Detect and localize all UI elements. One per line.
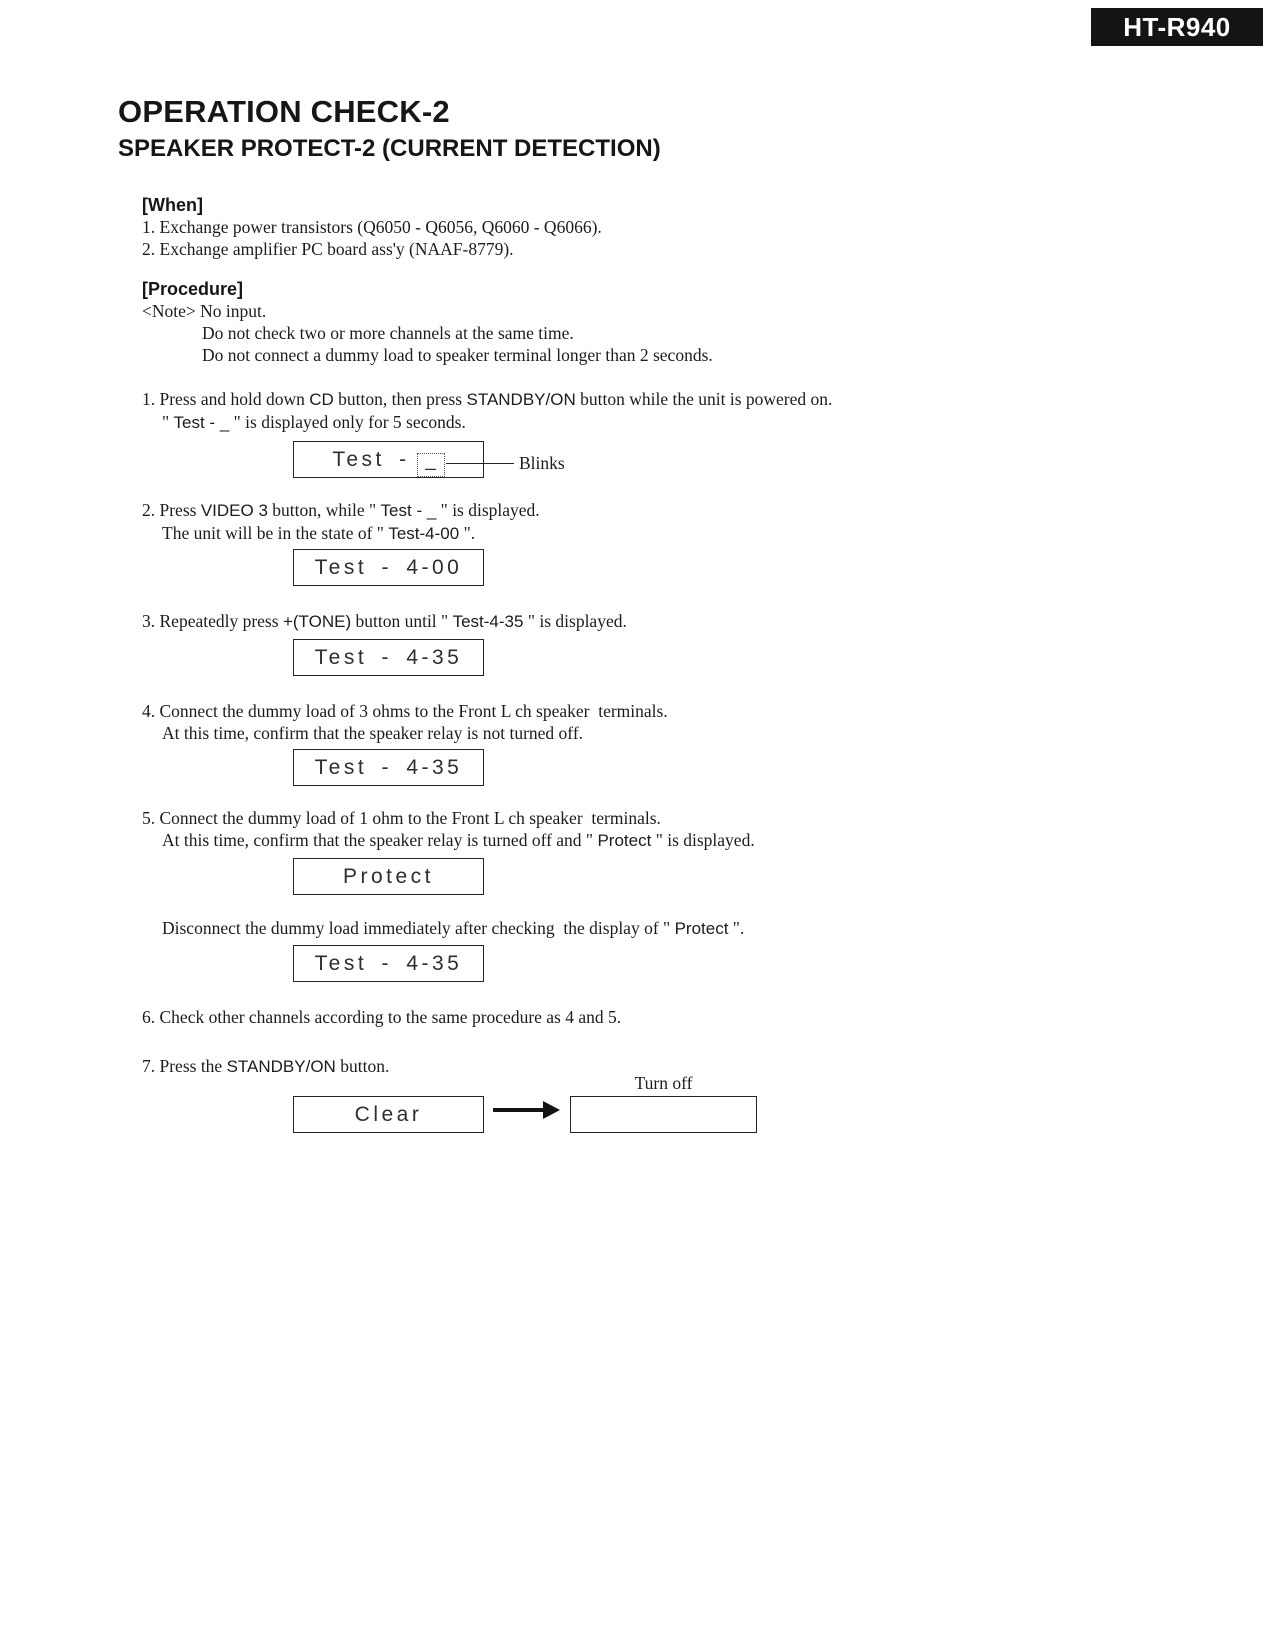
display-text: Test - 4-35 xyxy=(314,645,463,669)
step-5-note xyxy=(162,829,1237,852)
body-text: 1. Press and hold down xyxy=(142,389,310,409)
when-item-1: 1. Exchange power transistors (Q6050 - Q6056, Q6060 - Q6066). xyxy=(142,217,602,237)
step-1-text xyxy=(142,388,1237,411)
disconnect-text xyxy=(162,917,1237,940)
body-text: button, while " xyxy=(267,500,381,520)
button-name-text: STANDBY/ON xyxy=(226,1057,336,1076)
display-text: Protect xyxy=(342,864,435,888)
body-text: Disconnect the dummy load immediately after checking the display of " xyxy=(162,918,675,938)
body-text: At this time, confirm that the speaker relay is turned off and " xyxy=(162,830,598,850)
step-1 xyxy=(118,388,1237,478)
button-name-text: STANDBY/ON xyxy=(466,390,576,409)
body-text: 5. Connect the dummy load of 1 ohm to the Front L ch speaker terminals. xyxy=(142,808,661,828)
display-text: Test - xyxy=(332,447,410,471)
final-row xyxy=(293,1072,1237,1133)
display-box-empty xyxy=(570,1096,757,1133)
page-title: OPERATION CHECK-2 xyxy=(118,94,450,129)
display-box-clear xyxy=(293,1096,484,1133)
display-row-test-blank xyxy=(293,441,1237,478)
display-text: Test - 4-35 xyxy=(314,755,463,779)
body-text: 6. Check other channels according to the same procedure as 4 and 5. xyxy=(142,1007,622,1027)
button-name-text: Test-4-35 xyxy=(452,612,524,631)
button-name-text: +(TONE) xyxy=(282,612,352,631)
display-row-test-4-35-b xyxy=(293,749,1237,786)
blink-cell xyxy=(417,450,445,477)
body-text: ". xyxy=(459,523,476,543)
body-text: The unit will be in the state of " xyxy=(162,523,389,543)
display-row-test-4-35-c xyxy=(293,945,1237,982)
body-text: At this time, confirm that the speaker relay is not turned off. xyxy=(162,723,584,743)
step-6 xyxy=(118,1006,1237,1028)
display-box-test-4-35-a xyxy=(293,639,484,676)
procedure-caution-2: Do not connect a dummy load to speaker terminal longer than 2 seconds. xyxy=(202,345,713,365)
body-text: 2. Press xyxy=(142,500,201,520)
button-name-text: Protect xyxy=(674,919,729,938)
model-badge xyxy=(1091,8,1263,46)
blink-pointer-line xyxy=(446,463,514,464)
step-5 xyxy=(118,807,1237,895)
display-wrap-test-blank xyxy=(293,441,565,478)
button-name-text: Test-4-00 xyxy=(388,524,460,543)
display-box-test-blank xyxy=(293,441,484,478)
step-3-text xyxy=(142,610,1237,633)
body-text: " xyxy=(162,412,174,432)
display-text: Test - 4-00 xyxy=(314,555,463,579)
body-text: " is displayed. xyxy=(651,830,755,850)
step-2 xyxy=(118,499,1237,586)
model-badge-text: HT-R940 xyxy=(1123,11,1231,42)
body-text: button until " xyxy=(351,611,453,631)
display-row-protect xyxy=(293,858,1237,895)
body-text: 7. Press the xyxy=(142,1056,227,1076)
turn-off-label: Turn off xyxy=(634,1073,693,1093)
blink-underscore: _ xyxy=(425,450,436,471)
display-text: Clear xyxy=(354,1102,423,1126)
button-name-text: Test - _ xyxy=(173,413,230,432)
body-text: 4. Connect the dummy load of 3 ohms to the Front L ch speaker terminals. xyxy=(142,701,668,721)
procedure-caution-1: Do not check two or more channels at the same time. xyxy=(202,323,574,343)
arrow-shaft xyxy=(493,1108,543,1112)
body-text: button, then press xyxy=(333,389,467,409)
page-subtitle: SPEAKER PROTECT-2 (CURRENT DETECTION) xyxy=(118,135,661,162)
body-text: " is displayed only for 5 seconds. xyxy=(229,412,466,432)
button-name-text: VIDEO 3 xyxy=(200,501,268,520)
button-name-text: Protect xyxy=(597,831,652,850)
step-5-text xyxy=(142,807,1237,829)
body-text: " is displayed. xyxy=(436,500,540,520)
body-text: button while the unit is powered on. xyxy=(575,389,833,409)
when-item-2: 2. Exchange amplifier PC board ass'y (NAAF-8779). xyxy=(142,239,514,259)
procedure-note: <Note> No input. xyxy=(142,301,267,321)
body-text: button. xyxy=(335,1056,390,1076)
procedure-heading: [Procedure] xyxy=(142,279,244,299)
display-box-test-4-00 xyxy=(293,549,484,586)
display-row-test-4-35-a xyxy=(293,639,1237,676)
when-heading: [When] xyxy=(142,195,203,215)
step-3 xyxy=(118,610,1237,676)
arrow-head xyxy=(543,1101,560,1119)
step-4-note xyxy=(162,722,1237,744)
display-box-test-4-35-b xyxy=(293,749,484,786)
procedure-section xyxy=(118,278,1237,366)
when-section xyxy=(118,194,1237,260)
display-box-protect xyxy=(293,858,484,895)
display-box-test-4-35-c xyxy=(293,945,484,982)
button-name-text: CD xyxy=(309,390,334,409)
display-row-test-4-00 xyxy=(293,549,1237,586)
body-text: 3. Repeatedly press xyxy=(142,611,283,631)
disconnect-block xyxy=(118,917,1237,982)
body-text: ". xyxy=(728,918,745,938)
arrow-right-icon xyxy=(493,1101,560,1119)
blinks-label: Blinks xyxy=(519,453,565,473)
step-2-text xyxy=(142,499,1237,522)
display-text: Test - 4-35 xyxy=(314,951,463,975)
step-6-text xyxy=(142,1006,1237,1028)
step-1-note xyxy=(162,411,1237,434)
step-4-text xyxy=(142,700,1237,722)
step-2-note xyxy=(162,522,1237,545)
button-name-text: Test - _ xyxy=(380,501,437,520)
step-4 xyxy=(118,700,1237,786)
body-text: " is displayed. xyxy=(523,611,627,631)
turn-off-group xyxy=(570,1072,757,1133)
